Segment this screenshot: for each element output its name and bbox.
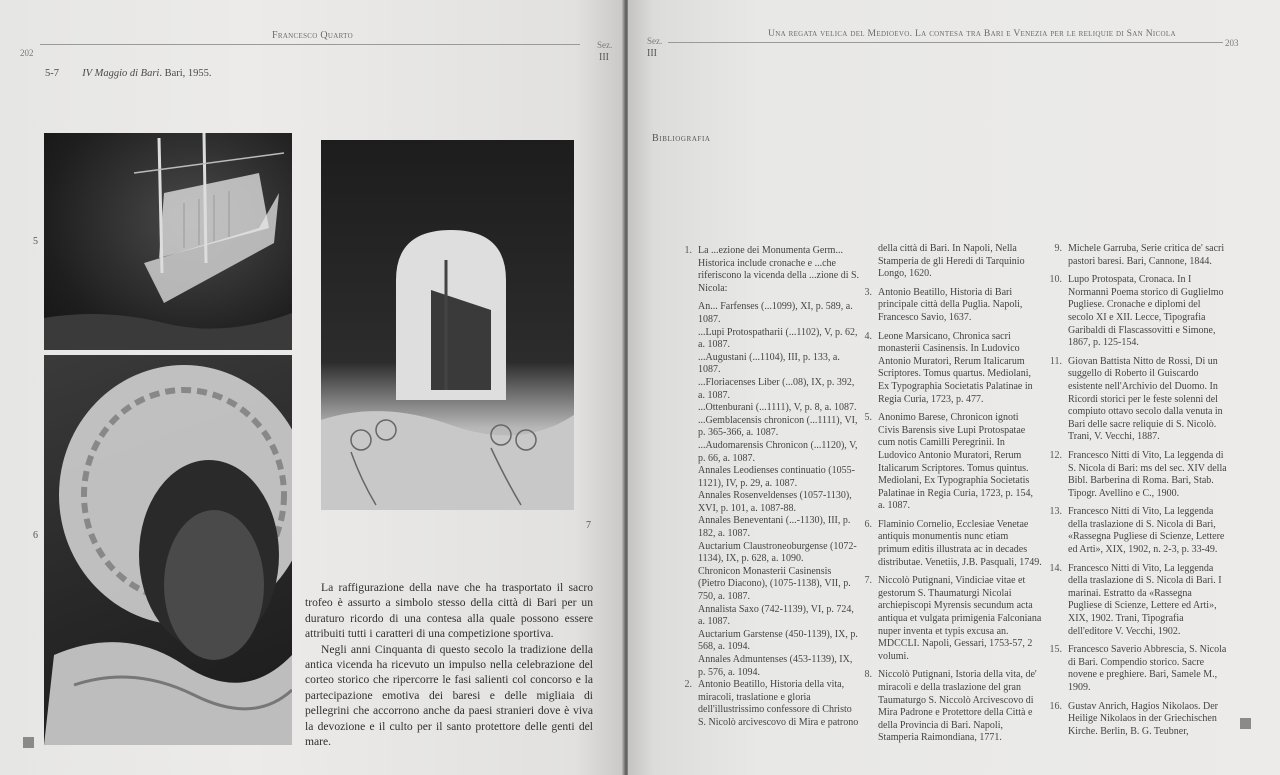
arch-illustration: [321, 140, 574, 510]
bibliography-entry: [1049, 644, 1228, 694]
entry-text: Leone Marsicano, Chronica sacri monasterii Casinensis. In Ludovico Antonio Muratori, Rerum Italicarum Scriptores. Tomus quartus. Mediolani, Ex Typographia Societatis Palatinae in Regia Curia, 1723, p. 477.: [878, 330, 1033, 405]
bibliography-entry: [698, 604, 860, 629]
entry-text: Niccolò Putignani, Istoria della vita, de' miracoli e della traslazione del gran Taumaturgo S. Niccolò Arcivescovo di Mira Padrone e Protettore della Città e della Provincia di Bari. Napoli, Stamperia Raimondiana, 1771.: [878, 669, 1037, 744]
bibliography-entry: [1049, 506, 1228, 556]
entry-text: Francesco Nitti di Vito, La leggenda della traslazione di S. Nicola di Bari, «Rassegna Pugliese di Scienze, Lettere ed Arti», XIX, 1902, n. 2-3, p. 33-49.: [1068, 506, 1225, 556]
entry-text: Anonimo Barese, Chronicon ignoti Civis Barensis sive Lupi Protospatae cum notis Camilli Peregrinii. In Ludovico Antonio Muratori, Rerum Italicarum Scriptores. Tomus quintus. Mediolani, Ex Typographia Societatis Palatinae in Regia Curia, 1723, p. 154, a. 1087.: [878, 412, 1033, 512]
fig-label-7: 7: [586, 520, 591, 531]
paragraph-2: Negli anni Cinquanta di questo secolo la tradizione della antica vicenda ha ricevuto un impulso nella celebrazione del corteo storico che ripercorre le fasi salienti col concorso e la partecipazione emotiva dei baresi e delle migliaia di pellegrini che accorrono anche da paesi stranieri dove è viva la devozione e il culto per il santo protettore delle genti del mare.: [305, 642, 593, 749]
entry-text: Gustav Anrich, Hagios Nikolaos. Der Heilige Nikolaos in der Griechischen Kirche. Berlin, B. G. Teubner,: [1068, 700, 1218, 737]
bibliography-entry: [698, 490, 860, 515]
right-section-label: Sez.: [647, 36, 663, 46]
entry-number: 8.: [864, 669, 872, 681]
entry-number: 14.: [1049, 562, 1062, 574]
entry-number: 15.: [1049, 644, 1062, 656]
entry-text: Annales Admuntenses (453-1139), IX, p. 576, a. 1094.: [698, 654, 853, 678]
entry-text: Francesco Saverio Abbrescia, S. Nicola di Bari. Compendio storico. Sacre novene e preghiere. Bari, Samele M., 1909.: [1068, 644, 1227, 693]
right-running-head: Una regata velica del Medioevo. La contesa tra Bari e Venezia per le reliquie di San Nicola: [768, 28, 1176, 39]
left-section-label: Sez.: [597, 40, 613, 50]
entry-text: Annales Rosenveldenses (1057-1130), XVI, p. 101, a. 1087-88.: [698, 490, 852, 514]
bibliography-heading: Bibliografia: [652, 133, 711, 144]
entry-text: Auctarium Claustroneoburgense (1072-1134), IX, p. 628, a. 1090.: [698, 540, 857, 565]
entry-number: 2.: [684, 679, 692, 691]
entry-number: 5.: [864, 412, 872, 424]
bibliography-entry: [698, 377, 860, 402]
bibliography-column-2: [864, 243, 1042, 751]
bibliography-entry: [684, 245, 860, 295]
entry-number: 12.: [1049, 449, 1062, 461]
right-page-number: 203: [1225, 38, 1239, 48]
bibliography-entry: [864, 518, 1042, 569]
entry-number: 3.: [864, 286, 872, 298]
bibliography-entry: [698, 515, 860, 540]
entry-number: 9.: [1054, 243, 1062, 254]
bibliography-entry: [1049, 274, 1228, 350]
entry-number: 1.: [684, 245, 692, 256]
left-page-marker: [23, 737, 34, 748]
entry-text: ...Gemblacensis chronicon (...1111), VI, p. 365-366, a. 1087.: [698, 414, 858, 439]
entry-number: 11.: [1049, 355, 1062, 367]
caption-rest: . Bari, 1955.: [159, 68, 212, 79]
entry-text: ...Lupi Protospatharii (...1102), V, p. 62, a. 1087.: [698, 326, 858, 351]
entry-text: An... Farfenses (...1099), XI, p. 589, a. 1087.: [698, 301, 853, 325]
bibliography-entry: [1054, 243, 1228, 268]
left-page-number: 202: [20, 48, 34, 58]
bibliography-entry: [698, 327, 860, 352]
entry-number: 6.: [864, 518, 872, 530]
bibliography-entry: [1049, 355, 1228, 444]
bibliography-entry: [698, 402, 860, 415]
saint-illustration: [44, 355, 292, 745]
bibliography-entry: [698, 301, 860, 326]
entry-text: Giovan Battista Nitto de Rossi, Di un suggello di Roberto il Guiscardo esistente nell'Archivio del Duomo. In Ricordi storici per le feste solenni del compiuto ottavo secolo dalla venuta in Bari delle sacre reliquie di S. Nicolò. Trani, V. Vecchi, 1887.: [1068, 355, 1223, 443]
right-header-rule: [668, 42, 1223, 43]
bibliography-entry: [698, 440, 860, 465]
entry-text: ...Ottenburani (...1111), V, p. 8, a. 1087.: [698, 402, 857, 414]
bibliography-entry: [698, 352, 860, 377]
entry-text: della città di Bari. In Napoli, Nella Stamperia de gli Heredi di Tarquinio Longo, 1620.: [878, 243, 1025, 280]
bibliography-entry: [1049, 700, 1228, 739]
entry-text: Annalista Saxo (742-1139), VI, p. 724, a. 1087.: [698, 603, 854, 628]
bibliography-entry: [698, 541, 860, 566]
entry-text: Lupo Protospata, Cronaca. In I Normanni Poema storico di Guglielmo Pugliese. Cronache e diplomi del secolo XI e XII. Lecce, Tipografia Garibaldi di Flascassovitti e Simone, 1867, p. 125-154.: [1068, 274, 1224, 349]
bibliography-entry: [864, 669, 1042, 745]
entry-text: Chronicon Monasterii Casinensis (Pietro Diacono), (1075-1138), VII, p. 750, a. 1087.: [698, 565, 851, 603]
fig-label-6: 6: [33, 530, 38, 541]
bibliography-entry: [684, 679, 860, 729]
fig-label-5: 5: [33, 236, 38, 247]
bibliography-entry: [698, 566, 860, 604]
figure-caption: [45, 68, 212, 79]
bibliography-entry: [698, 415, 860, 440]
entry-text: Francesco Nitti di Vito, La leggenda della traslazione di S. Nicola di Bari. I marinai. Estratto da «Rassegna Pugliese di Scienze, Lettere ed Arti», XIX, 1902. Trani, Tipografia dell'editore V. Vecchi, 1902.: [1068, 562, 1222, 637]
bibliography-entry: [1049, 562, 1228, 639]
entry-text: Auctarium Garstense (450-1139), IX, p. 568, a. 1094.: [698, 628, 858, 653]
entry-number: 16.: [1049, 700, 1062, 712]
entry-text: Antonio Beatillo, Historia della vita, miracoli, traslatione e gloria dell'illustrissimo confessore di Christo S. Nicolò arcivescovo di Mira e patrono: [698, 679, 859, 728]
bibliography-entry: [698, 654, 860, 679]
entry-text: Annales Beneventani (...-1130), III, p. 182, a. 1087.: [698, 515, 851, 540]
ship-illustration: [44, 133, 292, 350]
entry-text: ...Audomarensis Chronicon (...1120), V, p. 66, a. 1087.: [698, 439, 858, 464]
entry-text: Annales Leodienses continuatio (1055-1121), IV, p. 29, a. 1087.: [698, 465, 855, 489]
bibliography-entry: [864, 330, 1042, 407]
entry-text: Francesco Nitti di Vito, La leggenda di S. Nicola di Bari: ms del sec. XIV della Bibl. Barberina di Roma. Bari, Stab. Tipogr. Avellino e C., 1900.: [1068, 449, 1227, 499]
entry-number: 7.: [864, 575, 872, 587]
bibliography-entry: [864, 575, 1042, 663]
entry-text: Flaminio Cornelio, Ecclesiae Venetae antiquis monumentis nunc etiam primum editis illustrata ac in decades distributae. Venetiis, J.B. Pasquali, 1749.: [878, 518, 1042, 568]
entry-text: Antonio Beatillo, Historia di Bari principale città della Puglia. Napoli, Francesco Savio, 1637.: [878, 286, 1023, 323]
bibliography-entry: [698, 629, 860, 654]
bibliography-entry: [1049, 449, 1228, 500]
entry-text: Michele Garruba, Serie critica de' sacri pastori baresi. Bari, Cannone, 1844.: [1068, 243, 1225, 267]
photo-arch-ship: [321, 140, 574, 510]
caption-title: IV Maggio di Bari: [82, 68, 160, 79]
right-page-marker: [1240, 718, 1251, 729]
entry-number: 4.: [864, 330, 872, 342]
right-page: [628, 0, 1280, 775]
entry-text: ...Augustani (...1104), III, p. 133, a. 1087.: [698, 351, 840, 376]
photo-saint-statue: [44, 355, 292, 745]
entry-number: 13.: [1049, 506, 1062, 518]
entry-text: ...Floriacenses Liber (...08), IX, p. 392, a. 1087.: [698, 376, 855, 401]
right-section-number: III: [647, 48, 657, 59]
bibliography-column-3: [1049, 243, 1228, 744]
photo-ship-night: [44, 133, 292, 350]
left-header-rule: [40, 44, 580, 45]
bibliography-entry: [864, 286, 1042, 325]
left-running-head: Francesco Quarto: [272, 30, 353, 41]
bibliography-entry: [878, 243, 1042, 281]
body-text: [305, 580, 593, 749]
bibliography-column-1: [684, 245, 860, 736]
entry-text: La ...ezione dei Monumenta Germ... Historica include cronache e ...che riferiscono la vicenda della ...zione di S. Nicola:: [698, 245, 860, 294]
bibliography-entry: [864, 412, 1042, 513]
entry-text: Niccolò Putignani, Vindiciae vitae et gestorum S. Thaumaturgi Nicolai archiepiscopi Myrensis secundum acta antiqua et vulgata primigenia Falconiana nuper inventa et typis excusa an. MDCCLI. Napoli, Gessari, 1753-57, 2 volumi.: [878, 575, 1042, 662]
bibliography-entry: [698, 465, 860, 490]
paragraph-1: La raffigurazione della nave che ha trasportato il sacro trofeo è assurto a simbolo stesso della città di Bari per un duraturo ricordo di una contesa alla quale possono essere attribuiti tutti i caratteri di una competizione sportiva.: [305, 581, 593, 641]
entry-number: 10.: [1049, 274, 1062, 286]
left-page: [0, 0, 625, 775]
left-section-number: III: [599, 52, 609, 63]
figure-ref: 5-7: [45, 68, 59, 79]
